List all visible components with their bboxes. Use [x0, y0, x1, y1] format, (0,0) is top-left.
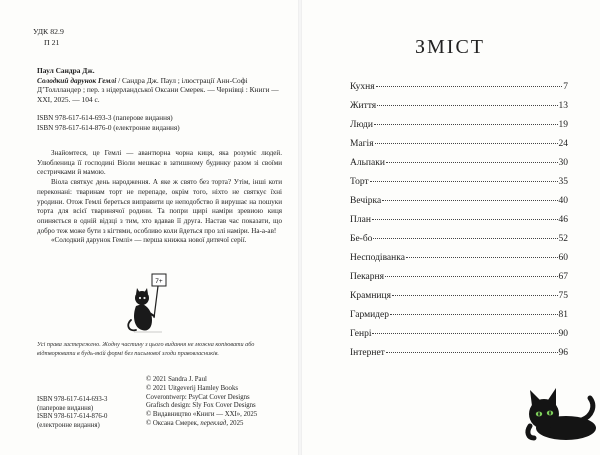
toc-entry-title: Пекарня — [350, 272, 384, 282]
annotation — [37, 149, 282, 246]
toc-entry — [350, 101, 568, 120]
toc-page-number: 90 — [558, 329, 568, 339]
toc-page-number: 13 — [558, 101, 568, 111]
toc-dot-leader — [392, 295, 558, 296]
toc-dot-leader — [375, 143, 558, 144]
toc-page-number: 35 — [558, 177, 568, 187]
toc-page-number: 96 — [558, 348, 568, 358]
cover-design-credit: Coverontwerp: PsyCat Cover Designs — [146, 393, 250, 401]
toc-page-number: 46 — [558, 215, 568, 225]
toc-page-number: 19 — [558, 120, 568, 130]
copyright-publisher: © 2021 Uitgeverij Hamley Books — [146, 384, 239, 392]
toc-entry — [350, 120, 568, 139]
toc-entry-title: Бе-бо — [350, 234, 373, 244]
isbn-print-note: (паперове видання) — [37, 404, 94, 412]
toc-page-number: 60 — [558, 253, 568, 263]
toc-dot-leader — [374, 124, 558, 125]
table-of-contents — [350, 82, 568, 367]
toc-entry-title: Вечірка — [350, 196, 382, 206]
toc-entry-title: Інтернет — [350, 348, 385, 358]
book-title: Солодкий дарунок Гемлі — [37, 75, 117, 85]
toc-entry — [350, 272, 568, 291]
isbn-list — [37, 114, 180, 133]
toc-dot-leader — [406, 257, 558, 258]
toc-dot-leader — [386, 162, 558, 163]
toc-dot-leader — [390, 314, 558, 315]
lying-cat-illustration — [522, 376, 598, 444]
annotation-paragraph: Знайомтеся, це Гемлі — авантюрна чорна киця, яка розуміє людей. Улюбленица її господині Віоли мешкає в затишному будинку разом зі своїми сестричками й мамою. — [37, 149, 282, 177]
isbn-print-number: ISBN 978-617-614-693-3 — [37, 396, 108, 403]
toc-dot-leader — [377, 105, 557, 106]
toc-entry-title: Кухня — [350, 82, 375, 92]
bibliographic-record — [37, 66, 282, 104]
toc-entry-title: Торт — [350, 177, 369, 187]
graphic-design-credit: Grafisch design: Sly Fox Cover Designs — [146, 402, 256, 410]
toc-page-number: 67 — [558, 272, 568, 282]
rights-notice: Усі права застережено. Жодну частину з цього видання не можна копіювати або відтворювати в будь-якій формі без письмової згоди правовласників. — [37, 341, 255, 357]
toc-entry — [350, 158, 568, 177]
copyright-author: © 2021 Sandra J. Paul — [146, 376, 207, 383]
copyright-block — [146, 376, 296, 429]
toc-entry — [350, 348, 568, 367]
toc-entry — [350, 139, 568, 158]
cat-with-sign-illustration — [122, 272, 174, 336]
toc-dot-leader — [372, 219, 558, 220]
catalog-code: П 21 — [44, 38, 60, 47]
toc-title: ЗМІСТ — [414, 36, 486, 58]
isbn-electronic-note: (електронне видання) — [37, 422, 100, 430]
toc-dot-leader — [385, 276, 558, 277]
udk-code: УДК 82.9 — [33, 27, 64, 36]
toc-entry-title: Люди — [350, 120, 373, 130]
age-sign-label: 7+ — [155, 278, 163, 285]
toc-entry-title: Генрі — [350, 329, 372, 339]
toc-dot-leader — [370, 181, 558, 182]
toc-entry — [350, 291, 568, 310]
toc-page-number: 24 — [558, 139, 568, 149]
isbn-electronic: ISBN 978-617-614-876-0 (електронне видання) — [37, 123, 180, 132]
udk-block — [33, 26, 64, 48]
isbn-electronic-number: ISBN 978-617-614-876-0 — [37, 413, 108, 421]
toc-entry-title: Крамниця — [350, 291, 391, 301]
isbn-print: ISBN 978-617-614-693-3 (паперове видання) — [37, 114, 173, 122]
toc-entry — [350, 329, 568, 348]
toc-entry-title: Несподіванка — [350, 253, 405, 263]
toc-dot-leader — [376, 86, 563, 87]
toc-entry — [350, 310, 568, 329]
toc-page-number: 30 — [558, 158, 568, 168]
toc-entry — [350, 196, 568, 215]
toc-dot-leader — [382, 200, 557, 201]
toc-entry — [350, 234, 568, 253]
isbn-footer — [37, 396, 107, 431]
toc-entry-title: Альпаки — [350, 158, 385, 168]
toc-page-number: 7 — [563, 82, 568, 92]
toc-page-number: 40 — [558, 196, 568, 206]
book-gutter — [298, 0, 302, 455]
toc-entry — [350, 215, 568, 234]
toc-entry-title: Гармидер — [350, 310, 389, 320]
toc-entry-title: План — [350, 215, 371, 225]
toc-dot-leader — [386, 352, 558, 353]
bibliographic-description: / Сандра Дж. Паул ; ілюстрації Анн-Софі Д’Толлландер ; пер. з нідерландської Оксани Смерек. — Чернівці : Книги — XXI, 2025. — 104 с. — [37, 75, 279, 104]
copyright-ua-publisher: © Видавництво «Книги — XXI», 2025 — [146, 411, 258, 419]
toc-page-number: 52 — [558, 234, 568, 244]
toc-page-number: 75 — [558, 291, 568, 301]
toc-page-number: 81 — [558, 310, 568, 320]
toc-entry — [350, 177, 568, 196]
toc-entry — [350, 82, 568, 101]
toc-dot-leader — [373, 238, 557, 239]
author-name: Паул Сандра Дж. — [37, 66, 95, 75]
toc-entry-title: Магія — [350, 139, 374, 149]
annotation-paragraph: Віола святкує день народження. А яке ж свято без торта? Утім, інші коти переконані: тваринам торт не перепаде, окрім того, ніхто не святкує їхні уродини. Отож Гемлі береться виправити це неподобство й вирушає на пошуки торта для всієї тваринячої родини. Та попри щирі наміри зревиою киця опиняється в одній відзці з тим, хто вдавав її друга. Настав час показати, що добро теж може бути з кігтями, особливо коли йдеться про злі наміри. На-а-ав! — [37, 178, 282, 235]
toc-dot-leader — [372, 333, 557, 334]
copyright-translator: © Оксана Смерек, переклад, 2025 — [146, 419, 244, 427]
annotation-paragraph: «Солодкий дарунок Гемлі» — перша книжка нової дитячої серії. — [51, 236, 247, 245]
toc-entry-title: Життя — [350, 101, 377, 111]
toc-entry — [350, 253, 568, 272]
